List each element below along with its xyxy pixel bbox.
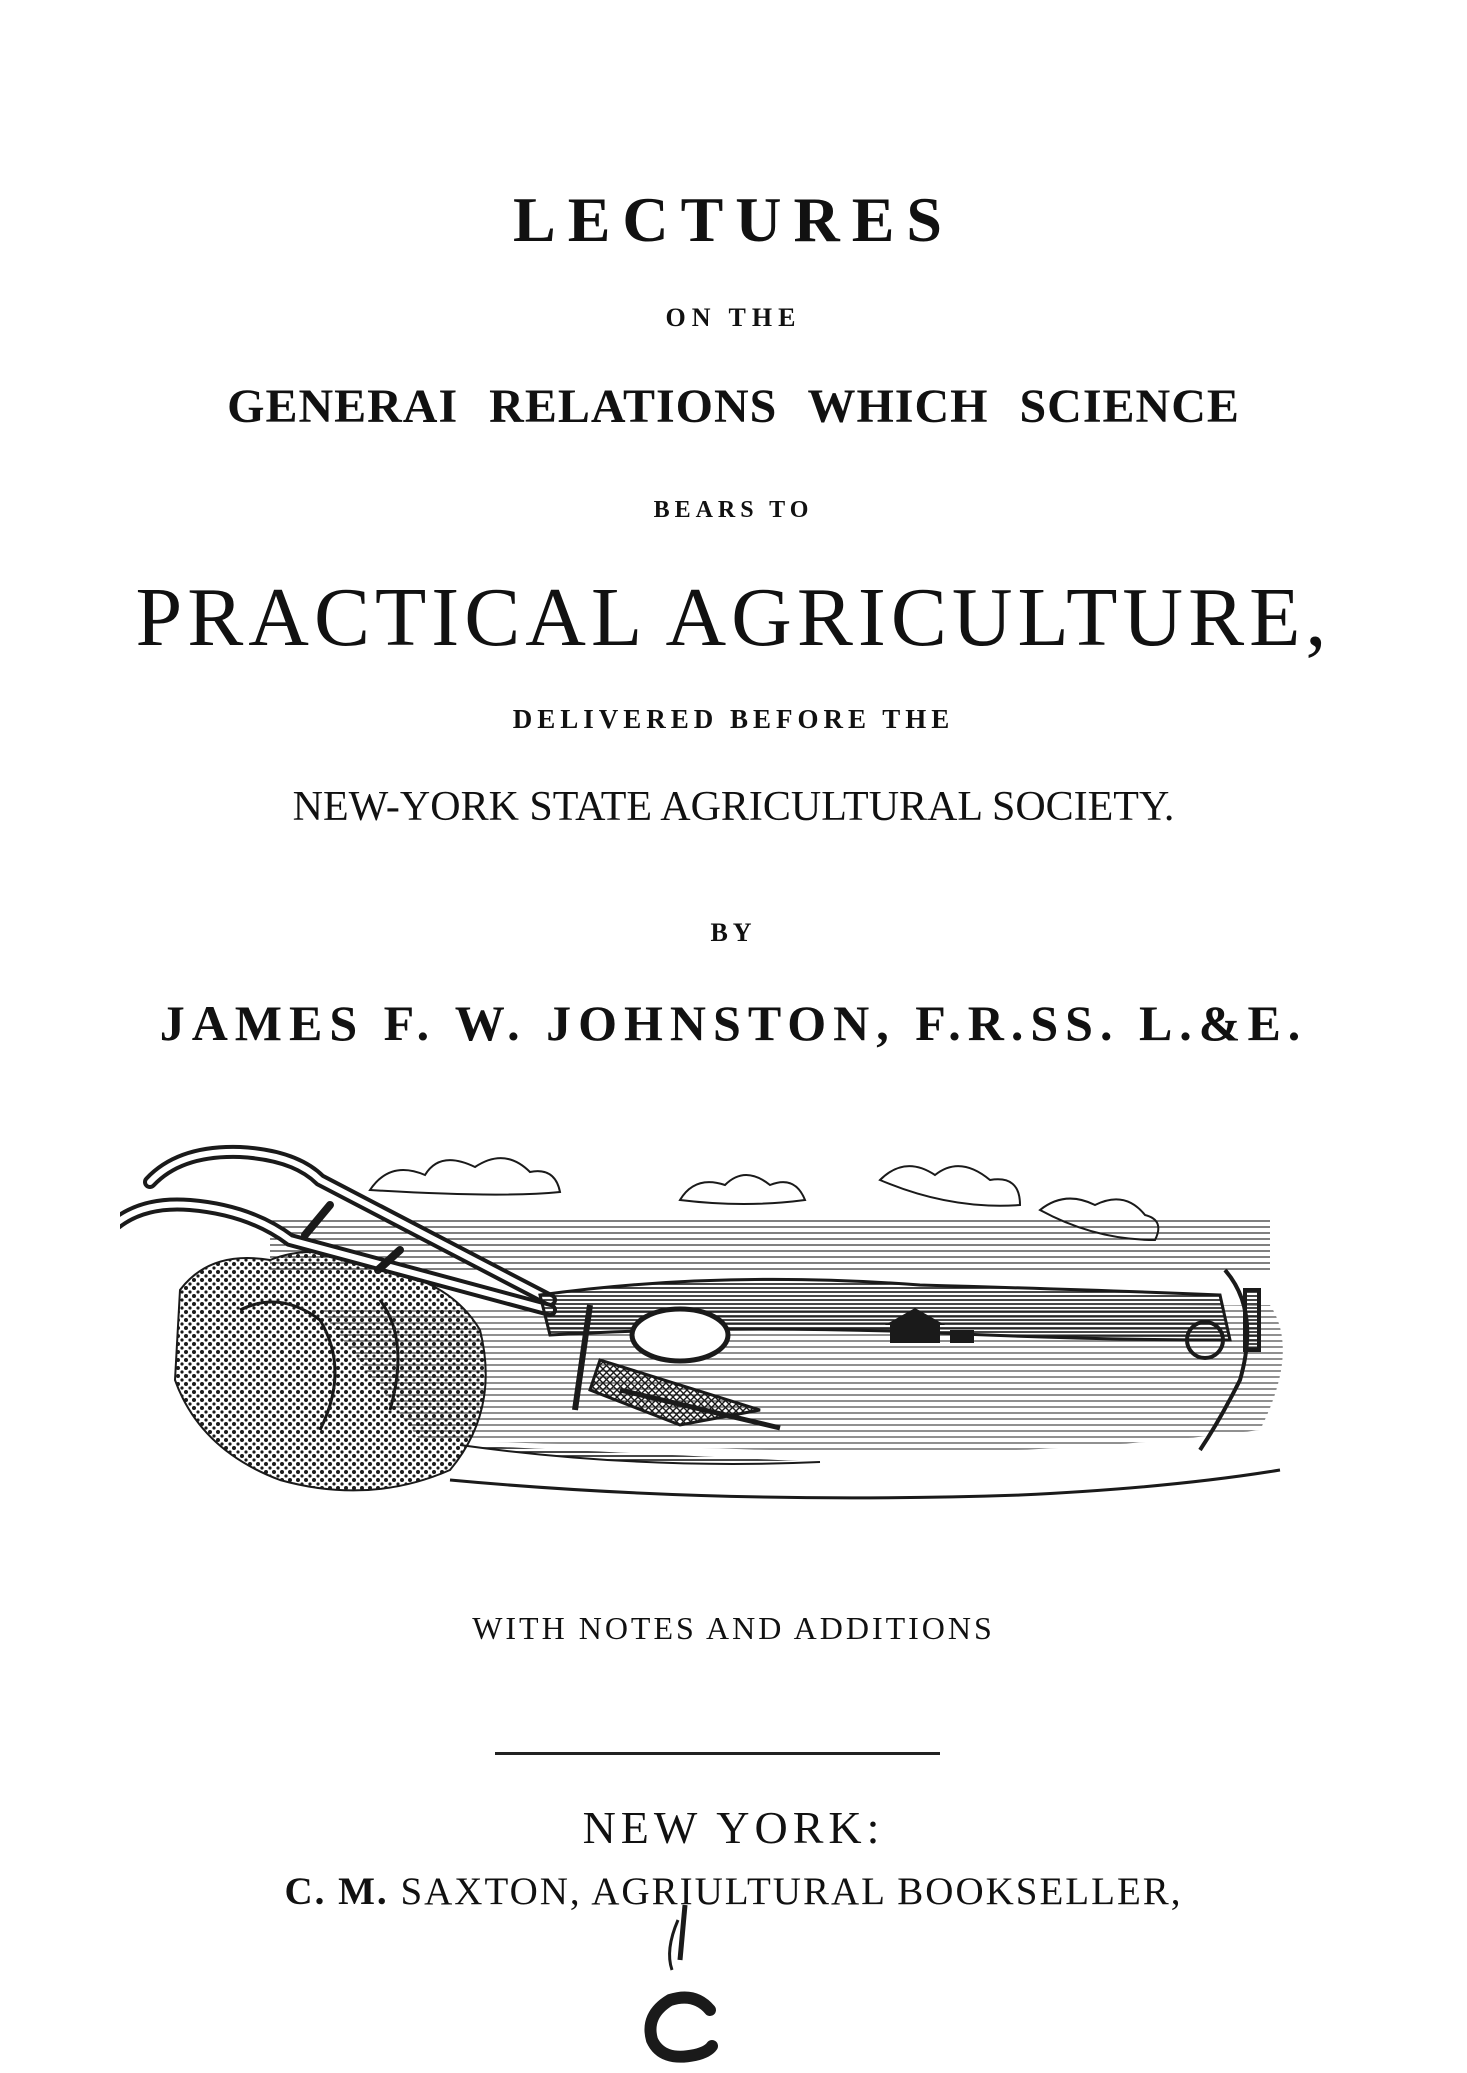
foliage-bush (175, 1252, 486, 1490)
author-name: JAMES F. W. JOHNSTON, F.R.SS. L.&E. (159, 995, 1308, 1051)
imprint-divider-rule (495, 1752, 940, 1755)
subtitle-general-relations: GENERAI RELATIONS WHICH SCIENCE (227, 380, 1240, 433)
publisher-initials: C. M. (284, 1870, 389, 1913)
handwritten-mark-c (600, 1900, 770, 2070)
society-name: NEW-YORK STATE AGRICULTURAL SOCIETY. (292, 784, 1175, 830)
ground-line (450, 1470, 1280, 1498)
publisher-name: SAXTON, AGRIULTURAL BOOKSELLER, (400, 1870, 1183, 1913)
subtitle-connector-bears-to: BEARS TO (653, 497, 814, 523)
plough-mouldboard-opening (632, 1309, 728, 1361)
delivered-before-line: DELIVERED BEFORE THE (512, 704, 955, 734)
book-title: LECTURES (513, 184, 954, 255)
imprint-city: NEW YORK: (582, 1802, 885, 1853)
notes-and-additions: WITH NOTES AND ADDITIONS (472, 1610, 995, 1646)
plough-engraving-illustration (120, 1110, 1340, 1510)
main-subject-heading: PRACTICAL AGRICULTURE, (135, 571, 1332, 664)
subtitle-connector-on-the: ON THE (665, 303, 802, 332)
by-line: BY (710, 918, 757, 947)
